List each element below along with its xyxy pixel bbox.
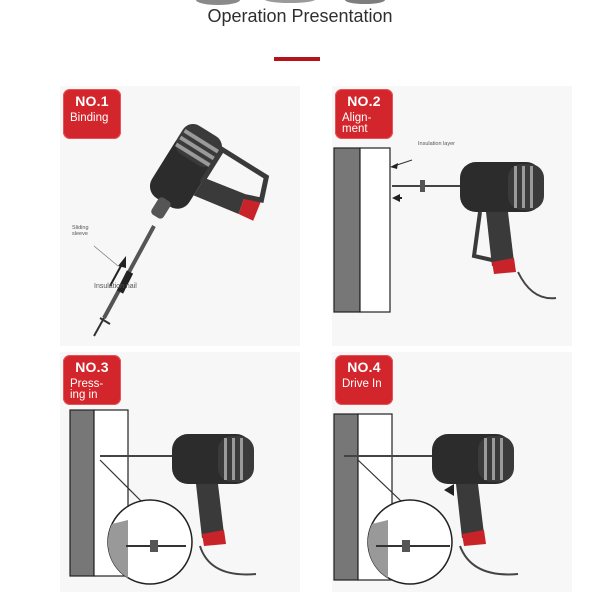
step-action: Drive In [342, 378, 382, 390]
step-number: NO.2 [347, 93, 381, 109]
sliding-sleeve-label: Sliding sleeve [72, 225, 89, 237]
step-panel-3 [60, 352, 300, 612]
step-badge [63, 355, 121, 405]
insulation-layer-label: Insulation layer [418, 141, 455, 147]
step-panel-1 [60, 86, 300, 346]
step-number: NO.1 [75, 93, 109, 109]
step-badge [335, 89, 393, 139]
step-badge [335, 355, 393, 405]
step-panel-2 [332, 86, 572, 346]
insulation-nail-label: Insulation nail [94, 283, 137, 290]
step-panel-4 [332, 352, 572, 612]
title-divider [274, 57, 320, 61]
page-title: Operation Presentation [207, 6, 393, 26]
step-number: NO.3 [75, 359, 109, 375]
step-action: Press- ing in [70, 378, 104, 401]
step-action: Align- ment [342, 112, 372, 135]
step-action: Binding [70, 112, 109, 124]
step-badge [63, 89, 121, 139]
step-number: NO.4 [347, 359, 381, 375]
